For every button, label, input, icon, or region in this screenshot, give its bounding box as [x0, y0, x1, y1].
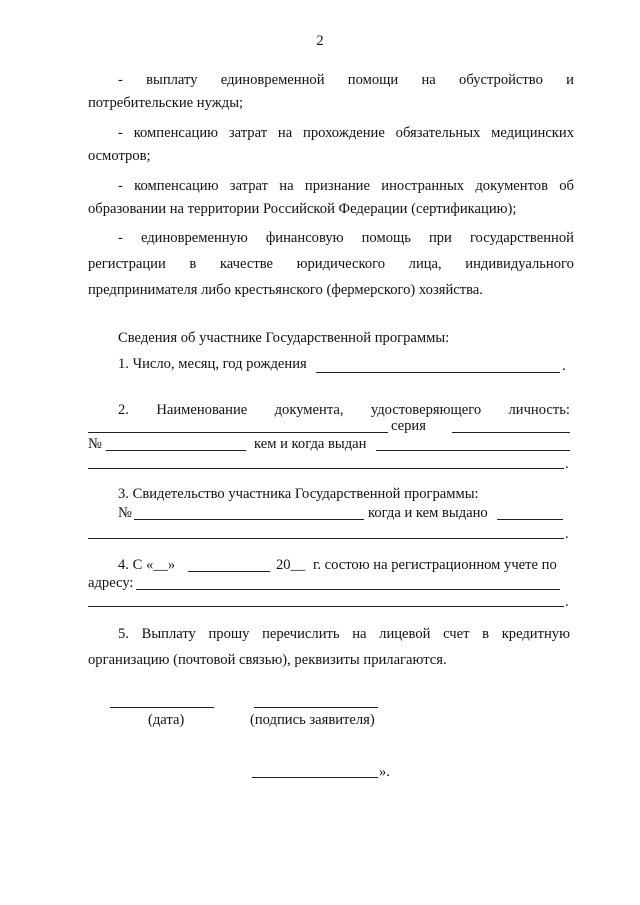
address-field[interactable] — [136, 589, 560, 590]
word: помощи — [347, 72, 399, 88]
certificate-label: 3. Свидетельство участника Государственной программы: — [118, 486, 479, 502]
signature-field[interactable] — [254, 707, 378, 708]
registration-rest: г. состою на регистрационном учете по — [313, 557, 557, 573]
list-item-4-line-3: предпринимателя либо крестьянского (фермерского) хозяйства. — [88, 282, 483, 298]
list-item-2-line-2: осмотров; — [88, 148, 151, 164]
word: обустройство — [459, 72, 543, 88]
word: документа, — [274, 402, 344, 418]
list-item-2-line-1: - компенсацию затрат на прохождение обязательных медицинских — [118, 125, 574, 141]
id-extra-field[interactable] — [88, 468, 564, 469]
period: . — [562, 358, 566, 374]
word: удостоверяющего — [370, 402, 482, 418]
series-field[interactable] — [452, 432, 570, 433]
word: единовременную — [140, 230, 248, 246]
word: на — [421, 72, 436, 88]
list-item-4-line-1 — [118, 229, 574, 247]
word: - — [118, 72, 123, 88]
issued-by-field[interactable] — [376, 450, 570, 451]
issued-by-label: кем и когда выдан — [254, 436, 367, 452]
word: личность: — [508, 402, 570, 418]
id-number-field[interactable] — [106, 450, 246, 451]
word: единовременной — [220, 72, 325, 88]
section-heading: Сведения об участнике Государственной программы: — [118, 330, 450, 346]
word: помощь — [361, 230, 411, 246]
number-sign: № — [88, 436, 102, 452]
certificate-issued-field[interactable] — [497, 519, 563, 520]
closing-mark: ». — [379, 764, 390, 780]
list-item-3-line-1: - компенсацию затрат на признание иностранных документов об — [118, 178, 574, 194]
word: в — [189, 256, 197, 272]
period: . — [565, 456, 569, 472]
payment-line-2: организацию (почтовой связью), реквизиты прилагаются. — [88, 652, 447, 668]
payment-line-1: 5. Выплату прошу перечислить на лицевой счет в кредитную — [118, 626, 570, 642]
word: финансовую — [265, 230, 344, 246]
certificate-extra-field[interactable] — [88, 538, 564, 539]
birthdate-label: 1. Число, месяц, год рождения — [118, 356, 307, 372]
list-item-1-line-2: потребительские нужды; — [88, 95, 244, 111]
word: индивидуального — [465, 256, 574, 272]
registration-month-field[interactable] — [188, 571, 270, 572]
word: 2. — [118, 402, 129, 418]
list-item-1-line-1 — [118, 71, 574, 89]
date-field[interactable] — [110, 707, 214, 708]
series-label: серия — [391, 418, 426, 434]
address-label: адресу: — [88, 575, 134, 591]
certificate-number-field[interactable] — [134, 519, 364, 520]
word: качестве — [219, 256, 273, 272]
word: при — [428, 230, 452, 246]
date-caption: (дата) — [148, 712, 185, 728]
word: Наименование — [156, 402, 248, 418]
number-sign: № — [118, 505, 132, 521]
period: . — [565, 526, 569, 542]
id-document-label — [118, 401, 570, 419]
word: юридического — [296, 256, 386, 272]
list-item-3-line-2: образовании на территории Российской Федерации (сертификацию); — [88, 201, 517, 217]
word: регистрации — [88, 256, 166, 272]
page-number: 2 — [316, 33, 324, 49]
signature-caption: (подпись заявителя) — [250, 712, 375, 728]
certificate-issued-label: когда и кем выдано — [368, 505, 488, 521]
birthdate-field[interactable] — [316, 372, 560, 373]
word: лица, — [408, 256, 442, 272]
id-document-name-field[interactable] — [88, 432, 388, 433]
word: государственной — [469, 230, 574, 246]
period: . — [565, 594, 569, 610]
word: и — [566, 72, 574, 88]
address-extra-field[interactable] — [88, 606, 564, 607]
word: - — [118, 230, 123, 246]
registration-date-start: 4. С «__» — [118, 557, 176, 573]
registration-year: 20__ — [276, 557, 306, 573]
list-item-4-line-2 — [88, 255, 574, 273]
closing-field[interactable] — [252, 777, 378, 778]
word: выплату — [146, 72, 198, 88]
